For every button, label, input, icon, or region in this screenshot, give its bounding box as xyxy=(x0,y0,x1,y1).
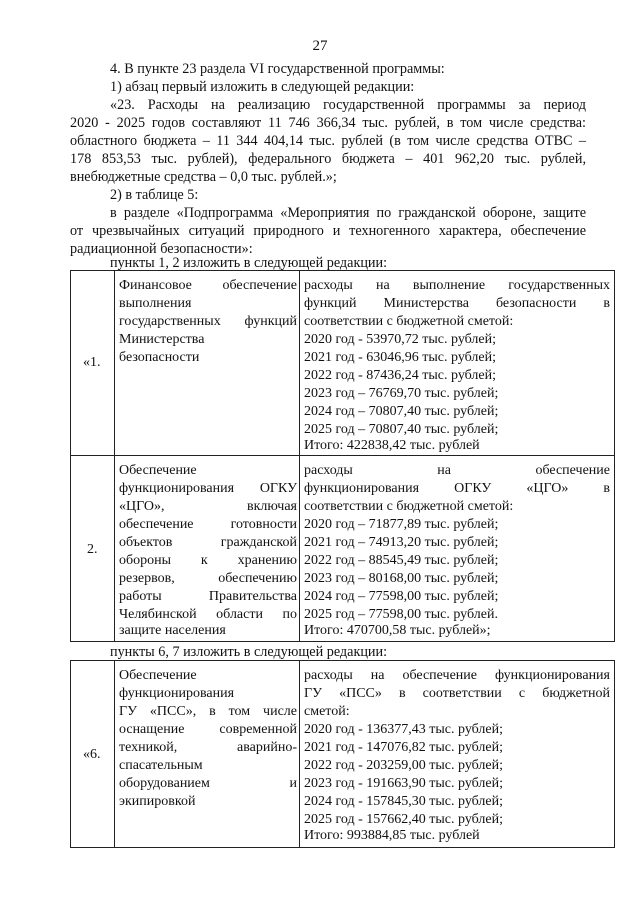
name-line: функционирования xyxy=(119,686,235,701)
row-number: 2. xyxy=(87,542,98,557)
row-number: «6. xyxy=(83,747,101,762)
name-line: резервов, обеспечению xyxy=(119,571,297,586)
row-number-cell xyxy=(71,271,115,456)
paragraph-line: пункты 6, 7 изложить в следующей редакции: xyxy=(110,644,388,660)
name-line: функционирования ОГКУ xyxy=(119,481,297,496)
desc-line: 2023 год - 191663,90 тыс. рублей; xyxy=(304,776,504,791)
name-line: защите населения xyxy=(119,623,226,638)
item-name-cell xyxy=(115,271,300,456)
desc-line: расходы на обеспечение xyxy=(304,463,610,478)
name-line: экипировкой xyxy=(119,794,196,809)
desc-line: 2022 год - 87436,24 тыс. рублей; xyxy=(304,368,497,383)
name-line: Министерства xyxy=(119,332,205,347)
description-cell xyxy=(300,661,615,848)
desc-line: 2022 год - 203259,00 тыс. рублей; xyxy=(304,758,504,773)
paragraph-line: 1) абзац первый изложить в следующей редакции: xyxy=(110,79,415,95)
desc-line: функций Министерства безопасности в xyxy=(304,296,610,311)
table-1 xyxy=(70,270,615,642)
desc-line: Итого: 422838,42 тыс. рублей xyxy=(304,438,480,453)
paragraph-line: внебюджетные средства – 0,0 тыс. рублей.»; xyxy=(70,169,337,185)
row-number: «1. xyxy=(83,355,101,370)
desc-line: 2023 год – 76769,70 тыс. рублей; xyxy=(304,386,499,401)
paragraph-line: 2020 - 2025 годов составляют 11 746 366,34 тыс. рублей, в том числе средства: xyxy=(70,115,586,131)
name-line: спасательным xyxy=(119,758,203,773)
desc-line: 2020 год - 53970,72 тыс. рублей; xyxy=(304,332,497,347)
name-line: «ЦГО», включая xyxy=(119,499,297,514)
paragraph-line: в разделе «Подпрограмма «Мероприятия по гражданской обороне, защите xyxy=(110,205,586,221)
desc-line: 2024 год – 77598,00 тыс. рублей; xyxy=(304,589,499,604)
desc-line: ГУ «ПСС» в соответствии с бюджетной xyxy=(304,686,610,701)
name-line: оборудованием и xyxy=(119,776,297,791)
description-cell xyxy=(300,271,615,456)
desc-line: 2020 год – 71877,89 тыс. рублей; xyxy=(304,517,499,532)
name-line: Обеспечение xyxy=(119,668,197,683)
name-line: Обеспечение xyxy=(119,463,197,478)
name-line: выполнения xyxy=(119,296,192,311)
table-row xyxy=(71,661,615,848)
desc-line: расходы на выполнение государственных xyxy=(304,278,610,293)
desc-line: Итого: 993884,85 тыс. рублей xyxy=(304,828,480,843)
name-line: Финансовое обеспечение xyxy=(119,278,297,293)
paragraph-line: от чрезвычайных ситуаций природного и техногенного характера, обеспечение xyxy=(70,223,586,239)
name-line: Челябинской области по xyxy=(119,607,297,622)
desc-line: расходы на обеспечение функционирования xyxy=(304,668,610,683)
paragraph-line: 2) в таблице 5: xyxy=(110,187,199,203)
desc-line: 2025 год – 77598,00 тыс. рублей. xyxy=(304,607,498,622)
name-line: оснащение современной xyxy=(119,722,297,737)
page-number: 27 xyxy=(312,38,328,54)
desc-line: 2020 год - 136377,43 тыс. рублей; xyxy=(304,722,504,737)
name-line: государственных функций xyxy=(119,314,297,329)
desc-line: 2025 год – 70807,40 тыс. рублей; xyxy=(304,422,499,437)
desc-line: 2021 год - 147076,82 тыс. рублей; xyxy=(304,740,504,755)
desc-line: сметой: xyxy=(304,704,350,719)
desc-line: 2021 год - 63046,96 тыс. рублей; xyxy=(304,350,497,365)
desc-line: функционирования ОГКУ «ЦГО» в xyxy=(304,481,610,496)
table-row xyxy=(71,456,615,642)
desc-line: 2025 год - 157662,40 тыс. рублей; xyxy=(304,812,504,827)
paragraph-line: пункты 1, 2 изложить в следующей редакции: xyxy=(110,255,388,271)
desc-line: 2024 год - 157845,30 тыс. рублей; xyxy=(304,794,504,809)
desc-line: 2024 год – 70807,40 тыс. рублей; xyxy=(304,404,499,419)
desc-line: соответствии с бюджетной сметой: xyxy=(304,499,514,514)
table-2 xyxy=(70,660,615,848)
paragraph-line: 178 853,53 тыс. рублей), федерального бюджета – 401 962,20 тыс. рублей, xyxy=(70,151,586,167)
row-number-cell xyxy=(71,456,115,642)
paragraph-line: «23. Расходы на реализацию государственной программы за период xyxy=(110,97,586,113)
name-line: обеспечение готовности xyxy=(119,517,297,532)
desc-line: 2023 год – 80168,00 тыс. рублей; xyxy=(304,571,499,586)
item-name-cell xyxy=(115,456,300,642)
name-line: ГУ «ПСС», в том числе xyxy=(119,704,297,719)
name-line: обороны к хранению xyxy=(119,553,297,568)
name-line: безопасности xyxy=(119,350,200,365)
paragraph-line: радиационной безопасности»: xyxy=(70,241,253,257)
name-line: объектов гражданской xyxy=(119,535,297,550)
name-line: работы Правительства xyxy=(119,589,297,604)
table-row xyxy=(71,271,615,456)
paragraph-line: областного бюджета – 11 344 404,14 тыс. рублей (в том числе средства ОТВС – xyxy=(70,133,586,149)
paragraph-line: 4. В пункте 23 раздела VI государственной программы: xyxy=(110,61,445,77)
name-line: техникой, аварийно- xyxy=(119,740,297,755)
desc-line: Итого: 470700,58 тыс. рублей»; xyxy=(304,623,491,638)
desc-line: 2022 год – 88545,49 тыс. рублей; xyxy=(304,553,499,568)
desc-line: соответствии с бюджетной сметой: xyxy=(304,314,514,329)
description-cell xyxy=(300,456,615,642)
desc-line: 2021 год – 74913,20 тыс. рублей; xyxy=(304,535,499,550)
item-name-cell xyxy=(115,661,300,848)
row-number-cell xyxy=(71,661,115,848)
